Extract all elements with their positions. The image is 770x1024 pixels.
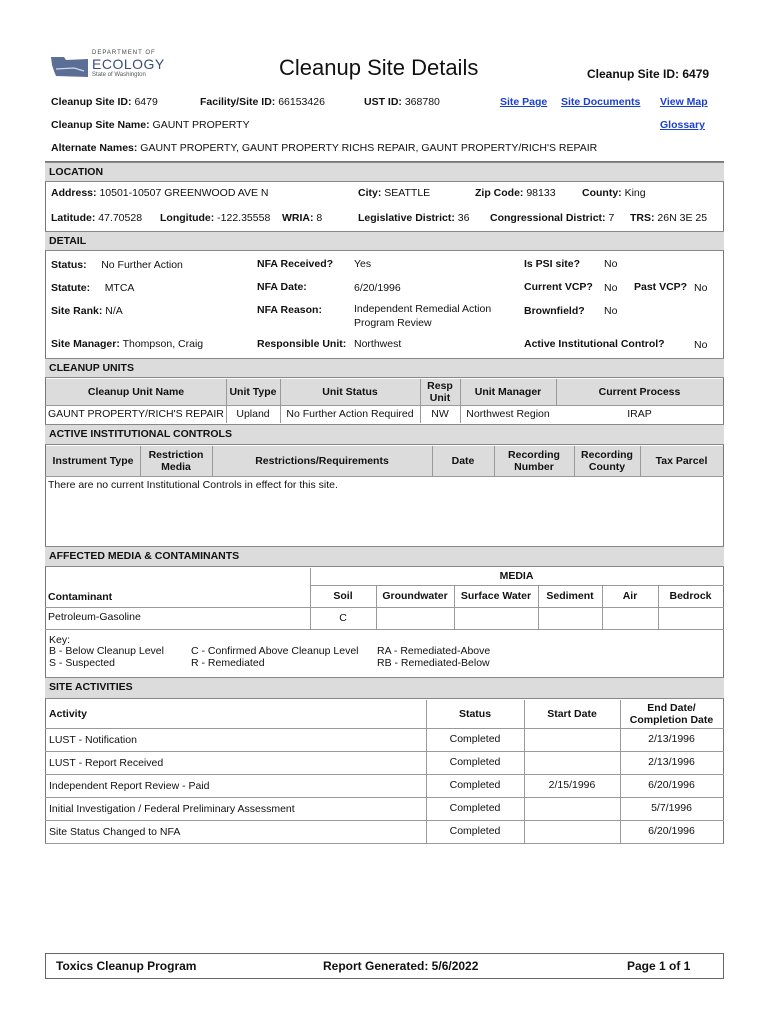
footer-page: Page 1 of 1 (627, 959, 691, 973)
media-col-sediment: Sediment (546, 590, 594, 603)
activity-name: LUST - Notification (49, 734, 137, 746)
cu-row-resp: NW (431, 407, 449, 420)
site-name-field: Cleanup Site Name: GAUNT PROPERTY (51, 119, 250, 131)
brownfield-value: No (604, 305, 618, 317)
site-activities-header: SITE ACTIVITIES (45, 677, 724, 699)
act-col-status: Status (458, 707, 492, 720)
county-field: County: King (582, 187, 646, 199)
footer-program: Toxics Cleanup Program (56, 959, 197, 973)
media-row-sediment (538, 607, 602, 629)
activity-end: 2/13/1996 (648, 756, 695, 769)
ic-col-restriction: Restriction Media (148, 448, 204, 473)
zip-field: Zip Code: 98133 (475, 187, 556, 199)
act-col-start: Start Date (547, 707, 597, 720)
cu-col-manager: Unit Manager (474, 385, 542, 398)
key-remediated-below: RB - Remediated-Below (377, 657, 490, 669)
status-field: Status: No Further Action (51, 259, 183, 271)
act-col-activity: Activity (49, 708, 87, 720)
ust-id-field: UST ID: 368780 (364, 96, 440, 108)
activity-status: Completed (449, 802, 501, 815)
cu-row-manager: Northwest Region (466, 407, 550, 420)
key-confirmed: C - Confirmed Above Cleanup Level (191, 645, 359, 657)
ic-col-instrument: Instrument Type (52, 454, 134, 467)
current-vcp-label: Current VCP? (524, 281, 593, 293)
site-rank-field: Site Rank: N/A (51, 305, 123, 317)
site-documents-link[interactable]: Site Documents (561, 96, 641, 108)
media-col-air: Air (622, 590, 638, 603)
activity-name: Site Status Changed to NFA (49, 826, 181, 838)
media-col-bedrock: Bedrock (669, 590, 712, 603)
activity-start (524, 728, 620, 751)
activity-name: Independent Report Review - Paid (49, 780, 210, 792)
view-map-link[interactable]: View Map (660, 96, 708, 108)
activity-name: Initial Investigation / Federal Preliminary Assessment (49, 803, 295, 815)
past-vcp-label: Past VCP? (634, 281, 688, 293)
cu-row-name: GAUNT PROPERTY/RICH'S REPAIR (48, 408, 224, 420)
cleanup-units-header: CLEANUP UNITS (45, 358, 724, 378)
header-site-id: Cleanup Site ID: 6479 (587, 67, 710, 81)
glossary-link[interactable]: Glossary (660, 119, 705, 131)
site-page-link[interactable]: Site Page (500, 96, 548, 108)
cu-col-resp: Resp Unit (427, 379, 453, 404)
activity-status: Completed (449, 825, 501, 838)
report-footer (45, 953, 724, 979)
media-row-surface-water (454, 607, 538, 629)
aic-label: Active Institutional Control? (524, 338, 665, 350)
activity-start (524, 820, 620, 843)
psi-label: Is PSI site? (524, 258, 581, 270)
wria-field: WRIA: 8 (282, 212, 323, 224)
legislative-district-field: Legislative District: 36 (358, 212, 470, 224)
nfa-received-label: NFA Received? (257, 258, 334, 270)
media-col-contaminant: Contaminant (48, 591, 113, 603)
act-col-end: End Date/ Completion Date (629, 701, 714, 726)
page-title: Cleanup Site Details (279, 55, 479, 80)
activity-start (524, 751, 620, 774)
trs-field: TRS: 26N 3E 25 (630, 212, 708, 224)
agency-state: State of Washington (92, 72, 146, 78)
activity-end: 2/13/1996 (648, 733, 695, 746)
activity-status: Completed (449, 779, 501, 792)
ic-col-recording-county: Recording County (581, 448, 633, 473)
statute-field: Statute: MTCA (51, 282, 135, 294)
ic-col-requirements: Restrictions/Requirements (255, 454, 389, 467)
address-field: Address: 10501-10507 GREENWOOD AVE N (51, 187, 269, 199)
city-field: City: SEATTLE (358, 187, 431, 199)
ic-empty-message: There are no current Institutional Controls in effect for this site. (48, 479, 338, 491)
media-row-soil: C (339, 611, 347, 624)
cu-col-process: Current Process (598, 385, 681, 398)
activity-name: LUST - Report Received (49, 757, 164, 769)
aic-value: No (694, 339, 708, 351)
agency-name: ECOLOGY (92, 56, 165, 72)
activity-start: 2/15/1996 (548, 779, 596, 792)
media-col-soil: Soil (333, 590, 353, 603)
nfa-date-label: NFA Date: (257, 281, 307, 293)
activity-end: 6/20/1996 (648, 825, 695, 838)
agency-dept: DEPARTMENT OF (92, 50, 156, 56)
ic-col-date: Date (451, 454, 475, 467)
cleanup-site-id-field: Cleanup Site ID: 6479 (51, 96, 158, 108)
key-remediated-above: RA - Remediated-Above (377, 645, 491, 657)
latitude-field: Latitude: 47.70528 (51, 212, 143, 224)
cu-col-type: Unit Type (229, 385, 277, 398)
brownfield-label: Brownfield? (524, 305, 585, 317)
responsible-unit-label: Responsible Unit: (257, 338, 347, 350)
facility-site-id-field: Facility/Site ID: 66153426 (200, 96, 325, 108)
psi-value: No (604, 258, 618, 270)
ic-col-tax-parcel: Tax Parcel (655, 454, 708, 467)
cu-row-type: Upland (236, 407, 270, 420)
location-header: LOCATION (45, 162, 724, 182)
longitude-field: Longitude: -122.35558 (160, 212, 271, 224)
current-vcp-value: No (604, 282, 618, 294)
footer-generated: Report Generated: 5/6/2022 (323, 959, 479, 973)
activity-start (524, 797, 620, 820)
media-col-groundwater: Groundwater (382, 590, 448, 603)
nfa-reason-line-1: Independent Remedial Action (354, 303, 492, 315)
nfa-reason-line-2: Program Review (354, 317, 432, 329)
activity-status: Completed (449, 756, 501, 769)
activity-end: 6/20/1996 (648, 779, 695, 792)
detail-header: DETAIL (45, 231, 724, 251)
responsible-unit-value: Northwest (354, 338, 402, 350)
key-suspected: S - Suspected (49, 657, 115, 669)
cu-row-status: No Further Action Required (286, 407, 414, 420)
nfa-reason-label: NFA Reason: (257, 304, 322, 316)
congressional-district-field: Congressional District: 7 (490, 212, 615, 224)
cu-col-status: Unit Status (322, 385, 378, 398)
past-vcp-value: No (694, 282, 708, 294)
key-below: B - Below Cleanup Level (49, 645, 164, 657)
cu-row-process: IRAP (627, 407, 652, 420)
institutional-controls-header: ACTIVE INSTITUTIONAL CONTROLS (45, 424, 724, 445)
washington-map-icon (50, 55, 90, 79)
cu-col-name: Cleanup Unit Name (87, 385, 185, 398)
agency-logo (50, 50, 165, 82)
nfa-date-value: 6/20/1996 (354, 282, 401, 294)
media-row-air (602, 607, 658, 629)
activity-end: 5/7/1996 (651, 802, 692, 815)
media-row-bedrock (658, 607, 723, 629)
key-label: Key: (49, 634, 71, 646)
media-header: AFFECTED MEDIA & CONTAMINANTS (45, 546, 724, 567)
media-label: MEDIA (499, 570, 534, 583)
nfa-received-value: Yes (354, 258, 372, 270)
ic-col-recording-number: Recording Number (508, 448, 560, 473)
site-manager-field: Site Manager: Thompson, Craig (51, 338, 204, 350)
activity-status: Completed (449, 733, 501, 746)
key-remediated: R - Remediated (191, 657, 265, 669)
media-row-contaminant: Petroleum-Gasoline (48, 611, 141, 623)
media-row-groundwater (376, 607, 454, 629)
media-col-surface-water: Surface Water (460, 590, 532, 603)
alternate-names-field: Alternate Names: GAUNT PROPERTY, GAUNT PROPERTY RICHS REPAIR, GAUNT PROPERTY/RICH'S REPAIR (51, 142, 598, 154)
